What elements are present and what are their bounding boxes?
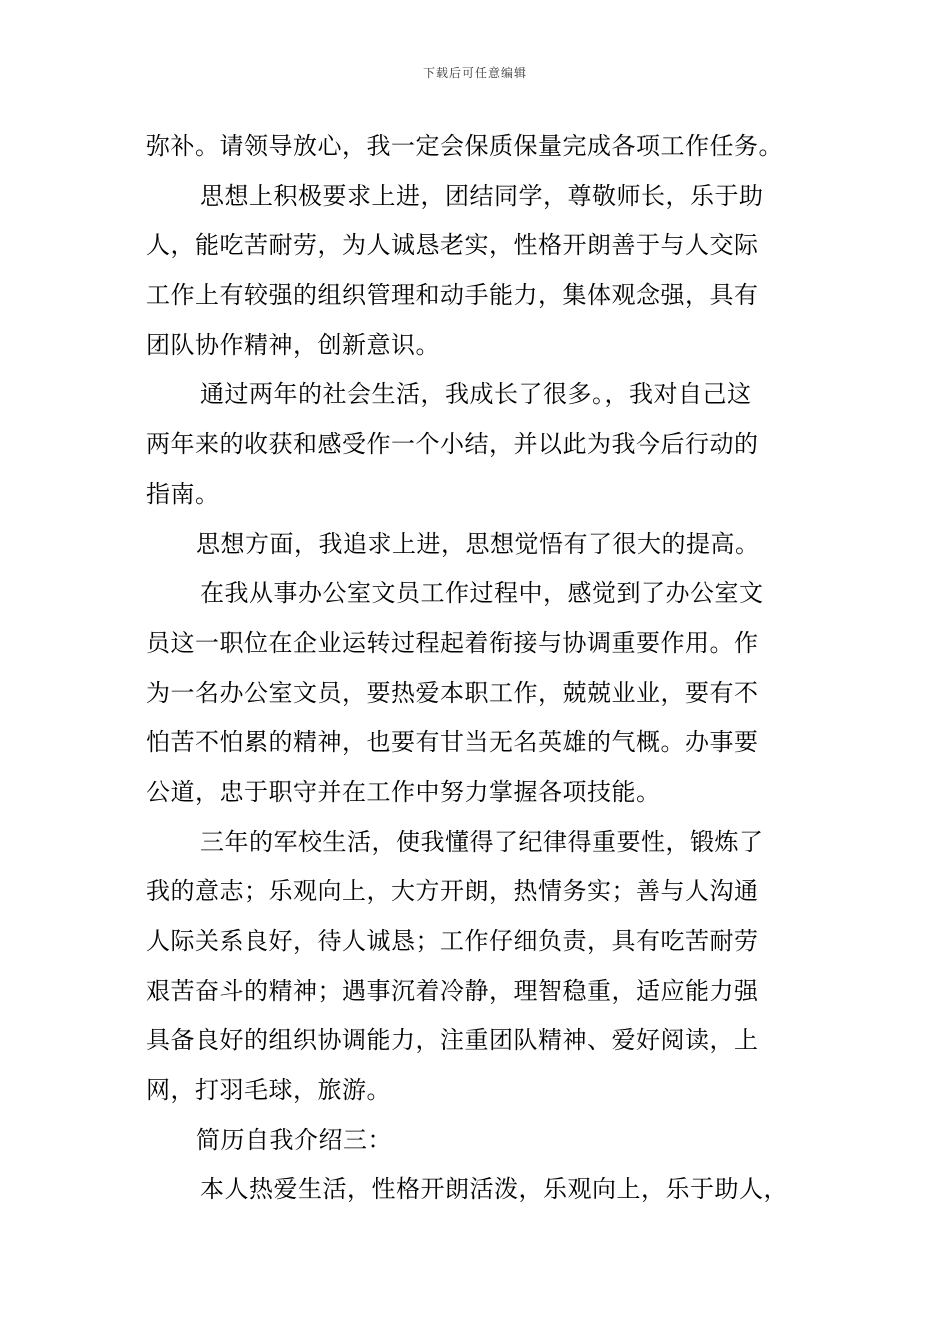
page-header: 下载后可任意编辑 (422, 66, 527, 80)
text-line: 工作上有较强的组织管理和动手能力，集体观念强，具有 (146, 281, 759, 310)
text-line: 团队协作精神，创新意识。 (146, 330, 440, 359)
text-line: 通过两年的社会生活，我成长了很多。，我对自己这 (200, 380, 752, 409)
text-line: 指南。 (146, 479, 220, 508)
text-line: 怕苦不怕累的精神，也要有甘当无名英雄的气概。办事要 (146, 728, 759, 757)
text-line: 公道，忠于职守并在工作中努力掌握各项技能。 (146, 777, 661, 806)
text-line: 简历自我介绍三： (196, 1125, 392, 1154)
text-line: 在我从事办公室文员工作过程中，感觉到了办公室文 (200, 579, 764, 608)
text-line: 人，能吃苦耐劳，为人诚恳老实，性格开朗善于与人交际 (146, 231, 759, 260)
document-body (146, 122, 816, 1215)
text-line: 网，打羽毛球，旅游。 (146, 1076, 391, 1105)
text-line: 艰苦奋斗的精神；遇事沉着冷静，理智稳重，适应能力强 (146, 976, 759, 1005)
text-line: 两年来的收获和感受作一个小结，并以此为我今后行动的 (146, 430, 759, 459)
text-line: 弥补。请领导放心，我一定会保质保量完成各项工作任务。 (146, 132, 783, 160)
text-line: 具备良好的组织协调能力，注重团队精神、爱好阅读，上 (146, 1026, 759, 1055)
text-line: 为一名办公室文员，要热爱本职工作，兢兢业业，要有不 (146, 678, 759, 707)
text-line: 我的意志；乐观向上，大方开朗，热情务实；善与人沟通 (146, 877, 759, 906)
text-line: 思想上积极要求上进，团结同学，尊敬师长，乐于助 (200, 181, 764, 210)
text-line: 本人热爱生活，性格开朗活泼，乐观向上，乐于助人， (200, 1175, 788, 1204)
text-line: 人际关系良好，待人诚恳；工作仔细负责，具有吃苦耐劳 (146, 927, 759, 955)
text-line: 思想方面，我追求上进，思想觉悟有了很大的提高。 (196, 529, 760, 558)
text-line: 三年的军校生活，使我懂得了纪律得重要性，锻炼了 (200, 827, 764, 856)
text-line: 员这一职位在企业运转过程起着衔接与协调重要作用。作 (146, 628, 759, 657)
